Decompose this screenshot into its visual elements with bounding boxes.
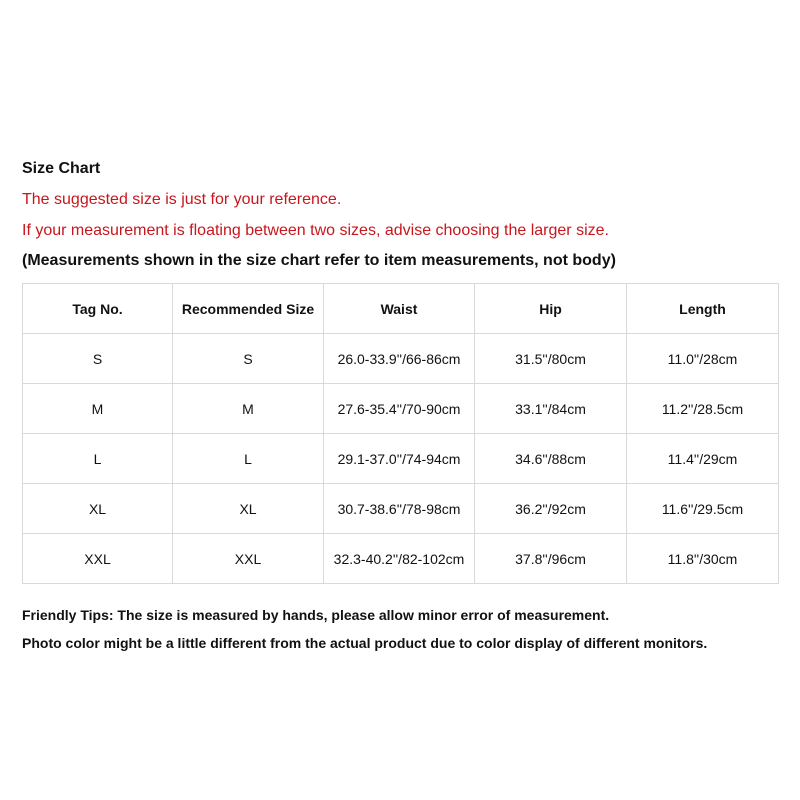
size-chart-table [22,283,779,584]
cell-hip: 31.5''/80cm [475,334,627,384]
friendly-tips: Friendly Tips: The size is measured by hands, please allow minor error of measurement. [22,607,610,623]
cell-waist: 26.0-33.9''/66-86cm [324,334,475,384]
cell-recommended-size: S [173,334,324,384]
header-hip: Hip [475,284,627,334]
cell-recommended-size: XXL [173,534,324,584]
cell-waist: 32.3-40.2''/82-102cm [324,534,475,584]
cell-hip: 36.2''/92cm [475,484,627,534]
cell-recommended-size: M [173,384,324,434]
table-row [23,384,779,434]
table-row [23,484,779,534]
cell-waist: 29.1-37.0''/74-94cm [324,434,475,484]
photo-color-note: Photo color might be a little different from the actual product due to color display of different monitors. [22,635,708,651]
cell-hip: 37.8''/96cm [475,534,627,584]
cell-tag-no: XXL [23,534,173,584]
cell-length: 11.2''/28.5cm [627,384,779,434]
table-row [23,534,779,584]
cell-tag-no: S [23,334,173,384]
cell-hip: 33.1''/84cm [475,384,627,434]
cell-length: 11.4''/29cm [627,434,779,484]
header-waist: Waist [324,284,475,334]
header-recommended-size: Recommended Size [173,284,324,334]
measurement-disclaimer: (Measurements shown in the size chart refer to item measurements, not body) [22,252,616,269]
cell-tag-no: L [23,434,173,484]
table-row [23,334,779,384]
cell-waist: 27.6-35.4''/70-90cm [324,384,475,434]
cell-length: 11.6''/29.5cm [627,484,779,534]
reference-note: The suggested size is just for your reference. [22,191,342,208]
table-header-row [23,284,779,334]
table-row [23,434,779,484]
page-title: Size Chart [22,160,101,177]
cell-length: 11.0''/28cm [627,334,779,384]
cell-tag-no: M [23,384,173,434]
cell-waist: 30.7-38.6''/78-98cm [324,484,475,534]
cell-length: 11.8''/30cm [627,534,779,584]
header-tag-no: Tag No. [23,284,173,334]
cell-hip: 34.6''/88cm [475,434,627,484]
cell-recommended-size: XL [173,484,324,534]
cell-recommended-size: L [173,434,324,484]
header-length: Length [627,284,779,334]
cell-tag-no: XL [23,484,173,534]
sizing-advice-note: If your measurement is floating between two sizes, advise choosing the larger size. [22,222,609,239]
